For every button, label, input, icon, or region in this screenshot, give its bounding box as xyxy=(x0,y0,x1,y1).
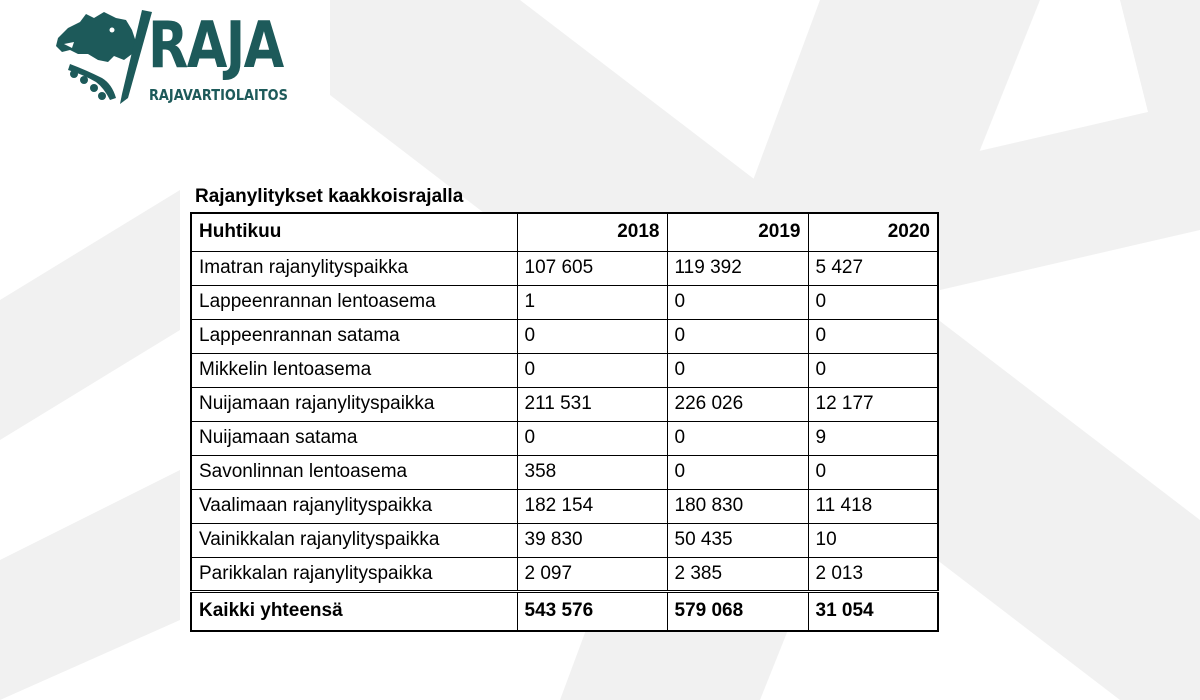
cell-2018: 107 605 xyxy=(517,251,667,285)
cell-2020: 10 xyxy=(808,523,938,557)
header-2019: 2019 xyxy=(667,213,808,251)
total-2018: 543 576 xyxy=(517,591,667,631)
cell-2018: 2 097 xyxy=(517,557,667,591)
table-row xyxy=(191,285,938,319)
cell-2018: 182 154 xyxy=(517,489,667,523)
table-row xyxy=(191,421,938,455)
row-label: Lappeenrannan satama xyxy=(191,319,517,353)
table-row xyxy=(191,387,938,421)
cell-2019: 180 830 xyxy=(667,489,808,523)
row-label: Nuijamaan satama xyxy=(191,421,517,455)
cell-2020: 9 xyxy=(808,421,938,455)
cell-2019: 226 026 xyxy=(667,387,808,421)
cell-2018: 0 xyxy=(517,319,667,353)
total-label: Kaikki yhteensä xyxy=(191,591,517,631)
table-row xyxy=(191,319,938,353)
cell-2019: 0 xyxy=(667,319,808,353)
cell-2019: 0 xyxy=(667,421,808,455)
header-2018: 2018 xyxy=(517,213,667,251)
cell-2020: 0 xyxy=(808,319,938,353)
cell-2020: 12 177 xyxy=(808,387,938,421)
row-label: Imatran rajanylityspaikka xyxy=(191,251,517,285)
cell-2020: 0 xyxy=(808,455,938,489)
table-row xyxy=(191,557,938,591)
table-header-row xyxy=(191,213,938,251)
table-row xyxy=(191,489,938,523)
table-row xyxy=(191,353,938,387)
cell-2018: 358 xyxy=(517,455,667,489)
table-row xyxy=(191,523,938,557)
row-label: Lappeenrannan lentoasema xyxy=(191,285,517,319)
cell-2019: 119 392 xyxy=(667,251,808,285)
border-crossings-table xyxy=(190,212,939,632)
table-total-row xyxy=(191,591,938,631)
cell-2018: 0 xyxy=(517,421,667,455)
cell-2018: 0 xyxy=(517,353,667,387)
cell-2020: 0 xyxy=(808,353,938,387)
table-row xyxy=(191,251,938,285)
cell-2019: 0 xyxy=(667,353,808,387)
cell-2018: 1 xyxy=(517,285,667,319)
total-2019: 579 068 xyxy=(667,591,808,631)
header-month: Huhtikuu xyxy=(191,213,517,251)
row-label: Vaalimaan rajanylityspaikka xyxy=(191,489,517,523)
table-row xyxy=(191,455,938,489)
row-label: Vainikkalan rajanylityspaikka xyxy=(191,523,517,557)
header-2020: 2020 xyxy=(808,213,938,251)
table-title: Rajanylitykset kaakkoisrajalla xyxy=(195,186,464,207)
cell-2020: 2 013 xyxy=(808,557,938,591)
cell-2018: 211 531 xyxy=(517,387,667,421)
row-label: Parikkalan rajanylityspaikka xyxy=(191,557,517,591)
cell-2020: 5 427 xyxy=(808,251,938,285)
cell-2019: 0 xyxy=(667,285,808,319)
row-label: Savonlinnan lentoasema xyxy=(191,455,517,489)
cell-2020: 11 418 xyxy=(808,489,938,523)
cell-2020: 0 xyxy=(808,285,938,319)
row-label: Mikkelin lentoasema xyxy=(191,353,517,387)
row-label: Nuijamaan rajanylityspaikka xyxy=(191,387,517,421)
logo-subtitle: RAJAVARTIOLAITOS xyxy=(149,86,288,104)
cell-2019: 0 xyxy=(667,455,808,489)
cell-2019: 2 385 xyxy=(667,557,808,591)
cell-2019: 50 435 xyxy=(667,523,808,557)
total-2020: 31 054 xyxy=(808,591,938,631)
logo-wordmark: RAJA xyxy=(148,9,283,83)
cell-2018: 39 830 xyxy=(517,523,667,557)
